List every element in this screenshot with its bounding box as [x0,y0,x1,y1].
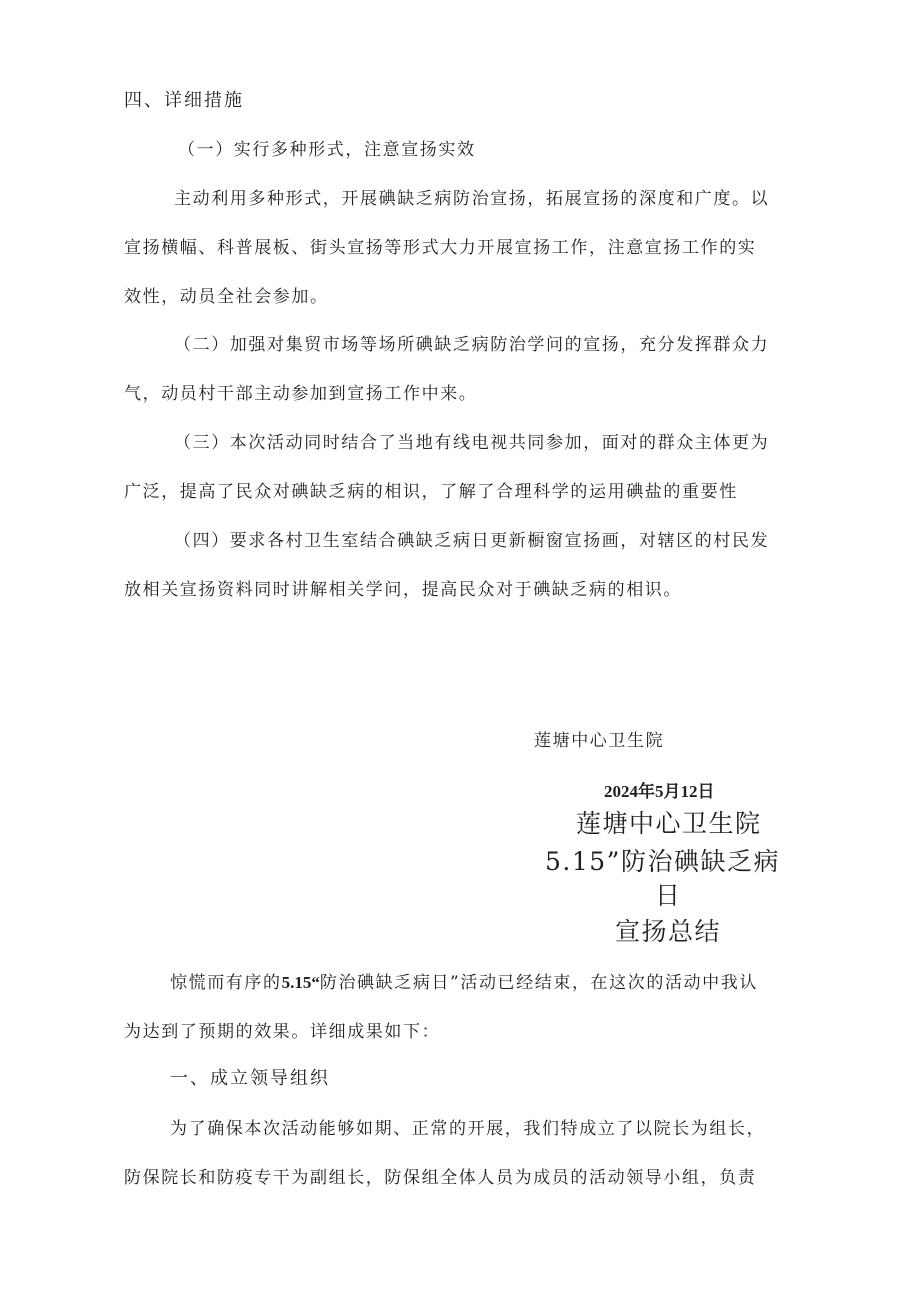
paragraph-4-line-1: （四）要求各村卫生室结合碘缺乏病日更新橱窗宣扬画，对辖区的村民发 [174,531,770,551]
title-line-2: 5.15”防治碘缺乏病 [545,847,780,876]
subheading-1: （一）实行多种形式，注意宣扬实效 [178,140,476,160]
title-line-4: 宣扬总结 [615,917,722,946]
intro-rest: 防治碘缺乏病日”活动已经结束，在这次的活动中我认 [319,973,758,993]
paragraph-3-line-2: 广泛，提高了民众对碘缺乏病的相识，了解了合理科学的运用碘盐的重要性 [124,482,738,502]
section-heading-leadership: 一、成立领导组织 [170,1068,330,1089]
section-heading-detailed-measures: 四、详细措施 [124,90,244,111]
paragraph-4-line-2: 放相关宣扬资料同时讲解相关学问，提高民众对于碘缺乏病的相识。 [124,580,682,600]
signature-date: 2024年5月12日 [604,782,715,801]
intro-bold-date: 5.15“ [281,973,320,992]
paragraph-1-line-2: 宣扬横幅、科普展板、街头宣扬等形式大力开展宣扬工作，注意宣扬工作的实 [124,238,757,258]
paragraph-2-line-2: 气，动员村干部主动参加到宣扬工作中来。 [124,384,478,404]
intro-prefix: 惊慌而有序的 [170,973,282,993]
paragraph-5-line-2: 防保院长和防疫专干为副组长，防保组全体人员为成员的活动领导小组，负责 [124,1168,757,1188]
paragraph-1-line-1: 主动利用多种形式，开展碘缺乏病防治宣扬，拓展宣扬的深度和广度。以 [174,189,770,209]
title-line-3: 日 [655,881,682,910]
intro-line-1 [170,968,758,993]
paragraph-2-line-1: （二）加强对集贸市场等场所碘缺乏病防治学问的宣扬，充分发挥群众力 [174,335,770,355]
paragraph-3-line-1: （三）本次活动同时结合了当地有线电视共同参加，面对的群众主体更为 [174,433,770,453]
signature-org: 莲塘中心卫生院 [534,731,665,751]
paragraph-5-line-1: 为了确保本次活动能够如期、正常的开展，我们特成立了以院长为组长， [170,1119,766,1139]
intro-line-2: 为达到了预期的效果。详细成果如下： [124,1022,441,1042]
paragraph-1-line-3: 效性，动员全社会参加。 [124,287,329,307]
title-line-1: 莲塘中心卫生院 [576,809,762,838]
